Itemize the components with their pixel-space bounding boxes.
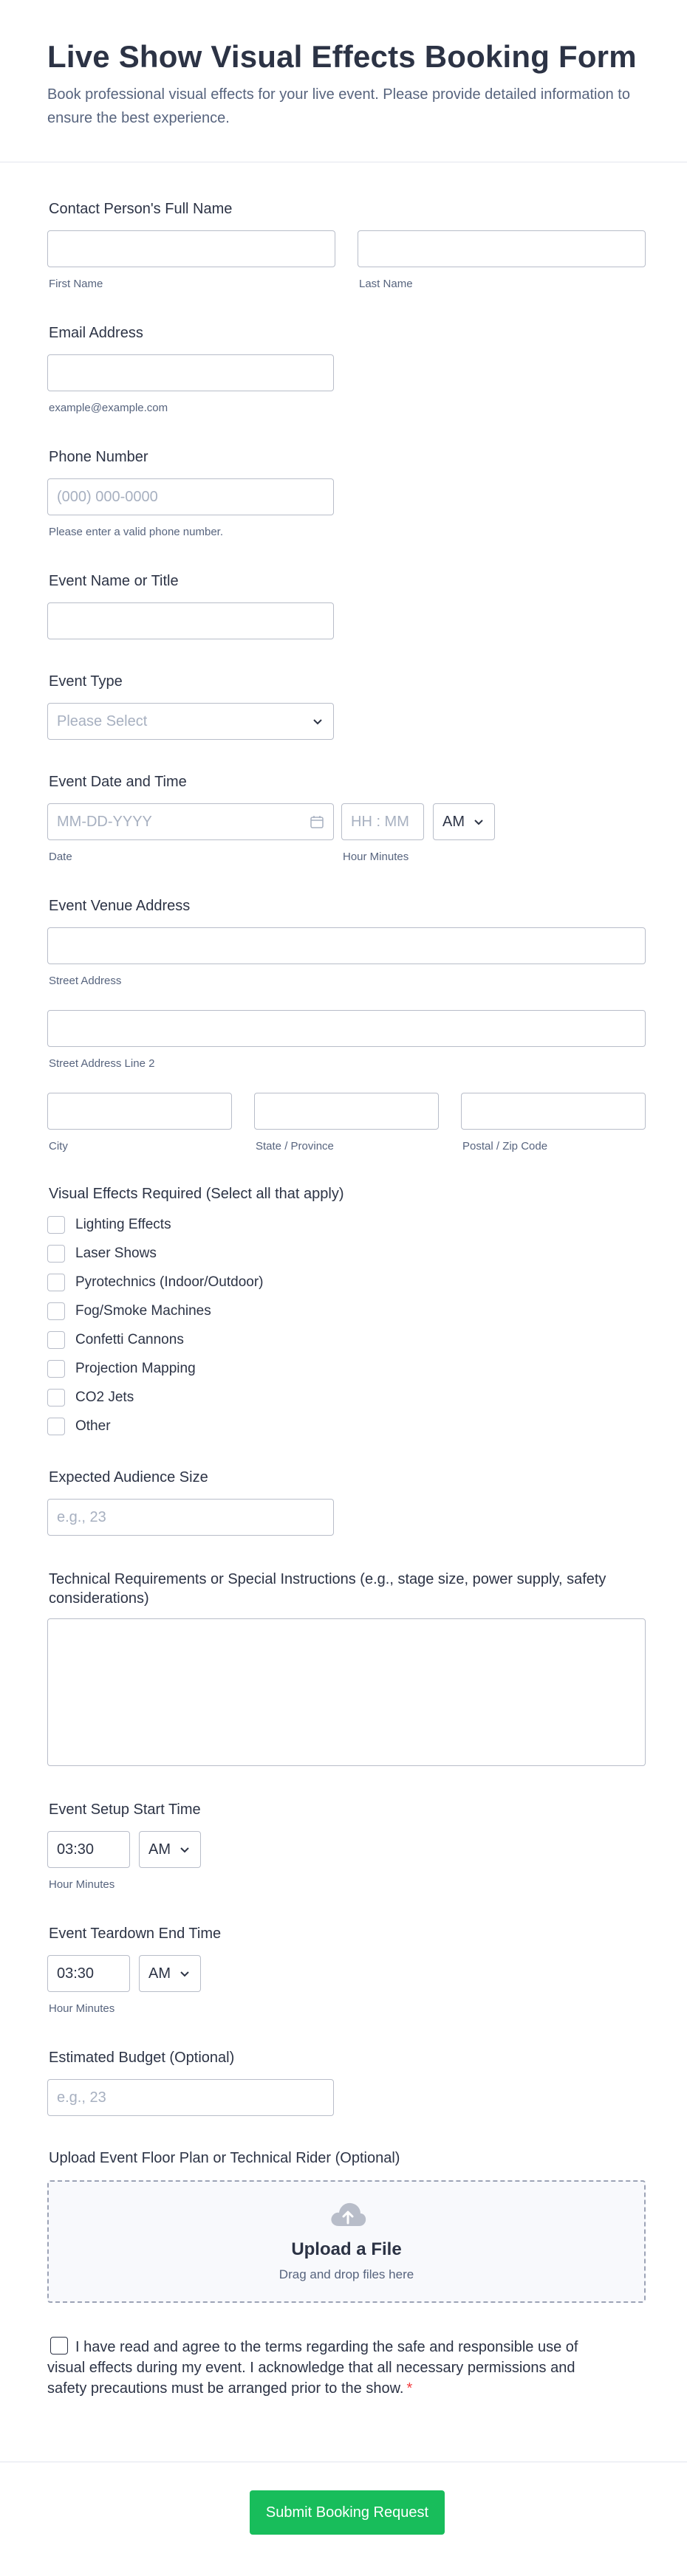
chevron-down-icon [180, 1968, 190, 1979]
chevron-down-icon [312, 716, 323, 727]
upload-subtitle: Drag and drop files here [278, 2267, 414, 2281]
city-input[interactable] [47, 1093, 232, 1130]
phone-placeholder: (000) 000-0000 [57, 488, 158, 505]
phone-sublabel: Please enter a valid phone number. [49, 526, 223, 538]
chevron-down-icon [474, 817, 484, 827]
last-name-input[interactable] [358, 230, 646, 267]
event-date-input[interactable] [47, 803, 334, 840]
chevron-down-icon [180, 1844, 190, 1855]
technical-textarea[interactable] [47, 1618, 646, 1766]
budget-input[interactable] [47, 2079, 334, 2116]
effect-option-label: Lighting Effects [75, 1217, 171, 1232]
calendar-icon[interactable] [310, 814, 324, 829]
event-date-label: Event Date and Time [49, 774, 187, 790]
effect-option[interactable] [47, 1271, 264, 1294]
effect-option[interactable] [47, 1300, 211, 1322]
technical-label: Technical Requirements or Special Instructions (e.g., stage size, power supply, safety considerations) [49, 1571, 606, 1607]
teardown-ampm-select[interactable] [139, 1955, 201, 1992]
checkbox[interactable] [47, 1302, 65, 1320]
event-type-selected: Please Select [57, 712, 148, 729]
contact-name-label: Contact Person's Full Name [49, 201, 233, 217]
checkbox[interactable] [47, 1331, 65, 1349]
effect-option-label: Projection Mapping [75, 1361, 196, 1376]
first-name-sublabel: First Name [49, 278, 103, 290]
budget-label: Estimated Budget (Optional) [49, 2050, 235, 2066]
effects-label: Visual Effects Required (Select all that apply) [49, 1186, 344, 1202]
cloud-upload-icon [329, 2199, 367, 2229]
checkbox[interactable] [47, 1274, 65, 1291]
event-time-placeholder: HH : MM [351, 813, 409, 830]
form-description: Book professional visual effects for your live event. Please provide detailed information to ensure the best experience. [47, 86, 630, 126]
event-time-sublabel: Hour Minutes [343, 851, 409, 863]
effect-option-label: Fog/Smoke Machines [75, 1303, 211, 1319]
setup-time-sublabel: Hour Minutes [49, 1878, 115, 1891]
teardown-time-sublabel: Hour Minutes [49, 2002, 115, 2015]
effect-option[interactable] [47, 1387, 134, 1409]
checkbox[interactable] [47, 1389, 65, 1407]
street-address-2-sublabel: Street Address Line 2 [49, 1057, 155, 1070]
event-type-label: Event Type [49, 673, 123, 690]
audience-input[interactable] [47, 1499, 334, 1536]
teardown-time-input[interactable] [47, 1955, 130, 1992]
effect-option-label: CO2 Jets [75, 1390, 134, 1405]
state-sublabel: State / Province [256, 1140, 334, 1153]
terms-checkbox[interactable] [50, 2337, 68, 2355]
setup-time-value: 03:30 [57, 1841, 95, 1858]
checkbox[interactable] [47, 1216, 65, 1234]
teardown-ampm-value: AM [148, 1965, 171, 1982]
event-name-input[interactable] [47, 602, 334, 639]
phone-input[interactable] [47, 478, 334, 515]
phone-label: Phone Number [49, 449, 148, 465]
terms-text: I have read and agree to the terms regarding the safe and responsible use of visual effects during my event. I acknowledge that all necessary permissions and safety precautions must be arranged prior to the show. [47, 2339, 578, 2397]
audience-label: Expected Audience Size [49, 1469, 208, 1486]
checkbox[interactable] [47, 1245, 65, 1263]
street-address-2-input[interactable] [47, 1010, 646, 1047]
budget-placeholder: e.g., 23 [57, 2089, 106, 2106]
required-mark: * [406, 2380, 413, 2397]
event-ampm-value: AM [442, 813, 465, 830]
effect-option-label: Confetti Cannons [75, 1332, 184, 1347]
city-sublabel: City [49, 1140, 68, 1153]
last-name-sublabel: Last Name [359, 278, 413, 290]
email-input[interactable] [47, 354, 334, 391]
terms-agreement [47, 2337, 579, 2399]
setup-ampm-value: AM [148, 1841, 171, 1858]
email-label: Email Address [49, 325, 143, 341]
zip-input[interactable] [461, 1093, 646, 1130]
form-footer [0, 2462, 687, 2576]
event-type-select[interactable] [47, 703, 334, 740]
upload-title: Upload a File [291, 2239, 402, 2259]
event-name-label: Event Name or Title [49, 573, 179, 589]
event-ampm-select[interactable] [433, 803, 495, 840]
form-body [0, 162, 687, 2576]
event-date-placeholder: MM-DD-YYYY [57, 813, 152, 830]
setup-time-label: Event Setup Start Time [49, 1802, 201, 1818]
street-address-sublabel: Street Address [49, 975, 122, 987]
effect-option[interactable] [47, 1358, 196, 1380]
event-time-input[interactable] [341, 803, 424, 840]
form-title: Live Show Visual Effects Booking Form [47, 39, 637, 74]
audience-placeholder: e.g., 23 [57, 1508, 106, 1525]
submit-button[interactable]: Submit Booking Request [250, 2490, 445, 2535]
checkbox[interactable] [47, 1360, 65, 1378]
venue-label: Event Venue Address [49, 898, 191, 914]
zip-sublabel: Postal / Zip Code [462, 1140, 548, 1153]
state-input[interactable] [254, 1093, 439, 1130]
checkbox[interactable] [47, 1418, 65, 1435]
effect-option[interactable] [47, 1329, 184, 1351]
upload-label: Upload Event Floor Plan or Technical Rider (Optional) [49, 2150, 400, 2166]
setup-time-input[interactable] [47, 1831, 130, 1868]
file-upload-dropzone[interactable] [47, 2180, 646, 2303]
effect-option-label: Pyrotechnics (Indoor/Outdoor) [75, 1274, 264, 1290]
setup-ampm-select[interactable] [139, 1831, 201, 1868]
event-date-sublabel: Date [49, 851, 72, 863]
effect-option-label: Other [75, 1418, 111, 1434]
effect-option-label: Laser Shows [75, 1246, 157, 1261]
teardown-time-label: Event Teardown End Time [49, 1926, 222, 1942]
effect-option[interactable] [47, 1415, 111, 1438]
first-name-input[interactable] [47, 230, 335, 267]
teardown-time-value: 03:30 [57, 1965, 95, 1982]
email-sublabel: example@example.com [49, 402, 168, 414]
effect-option[interactable] [47, 1243, 157, 1265]
form-header [0, 0, 687, 162]
street-address-input[interactable] [47, 927, 646, 964]
effect-option[interactable] [47, 1214, 171, 1236]
